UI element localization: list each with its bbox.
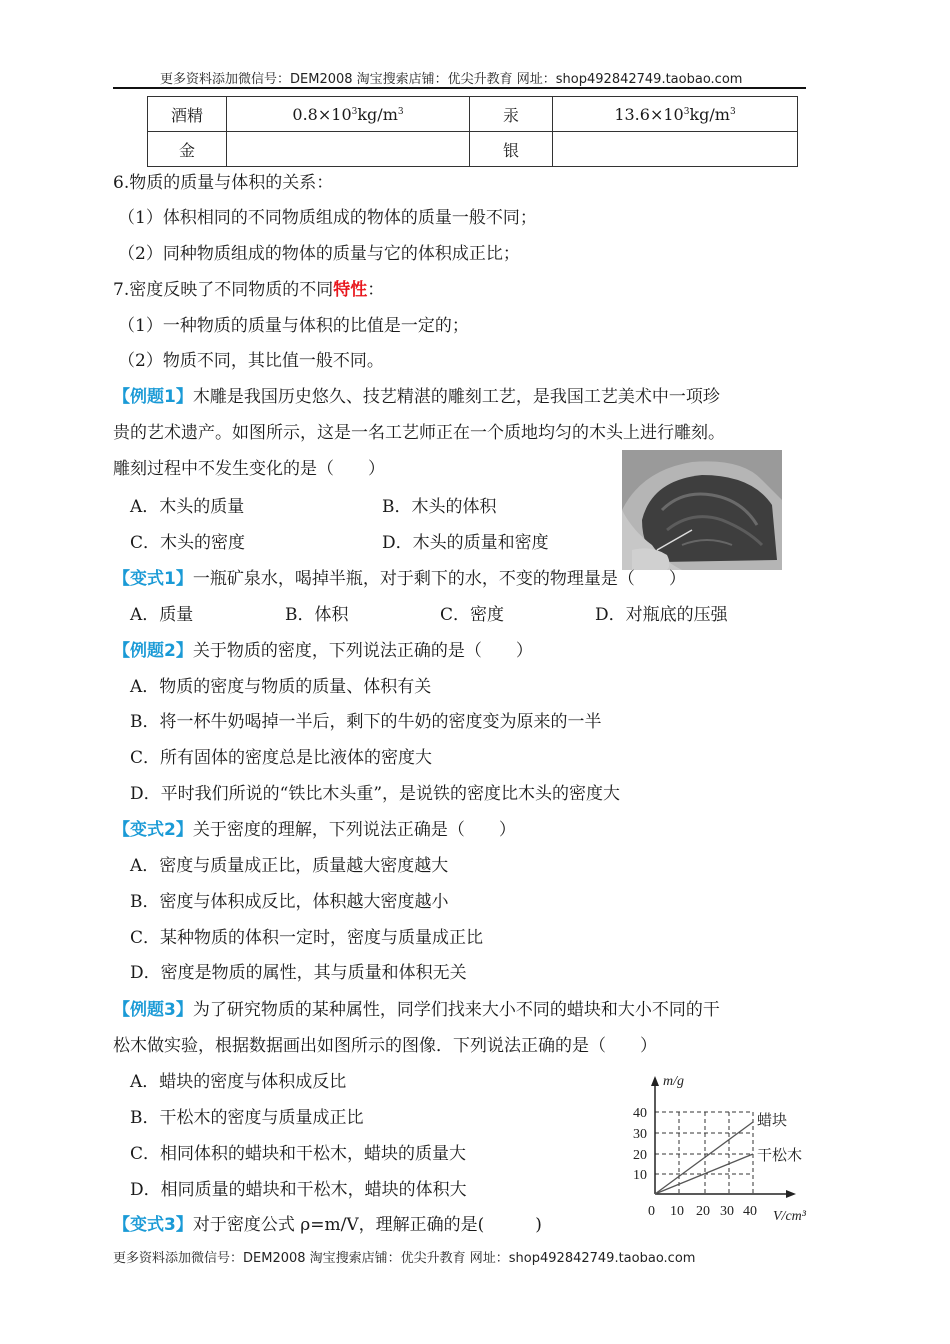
density-table [147,96,798,167]
density-exp: 3 [683,106,690,117]
option-a: A．质量 [130,605,194,625]
x-axis-arrow-icon [786,1190,796,1198]
table-cell-substance: 银 [470,132,553,167]
option-a: A．密度与质量成正比，质量越大密度越大 [130,856,449,876]
option-c: C．某种物质的体积一定时，密度与质量成正比 [130,928,484,948]
option-c: C．所有固体的密度总是比液体的密度大 [130,748,433,768]
question-text: 关于密度的理解，下列说法正确是（ ） [192,820,516,840]
example-tag: 【例题3】 [113,1000,193,1020]
example-2-question [113,639,533,663]
example-3-question [113,998,720,1022]
svg-text:10: 10 [633,1168,647,1183]
example-tag: 【例题2】 [113,641,193,661]
svg-text:30: 30 [720,1204,734,1219]
density-exp: 3 [351,106,358,117]
section-6-item: （1）体积相同的不同物质组成的物体的质量一般不同； [118,208,537,228]
option-b: B．将一杯牛奶喝掉一半后，剩下的牛奶的密度变为原来的一半 [130,712,602,732]
question-text: 木雕是我国历史悠久、技艺精湛的雕刻工艺，是我国工艺美术中一项珍 [192,387,720,407]
density-base: 0.8×10 [292,104,352,124]
question-text: 为了研究物质的某种属性，同学们找来大小不同的蜡块和大小不同的干 [192,1000,720,1020]
section-7-title-suffix: ： [367,280,385,300]
density-base: 13.6×10 [614,104,684,124]
question-text: 一瓶矿泉水，喝掉半瓶，对于剩下的水，不变的物理量是（ ） [192,569,686,589]
section-7-item: （1）一种物质的质量与体积的比值是一定的； [118,316,469,336]
section-7-item: （2）物质不同，其比值一般不同。 [118,351,384,371]
highlight-keyword: 特性 [333,280,368,300]
svg-text:30: 30 [633,1127,647,1142]
table-cell-substance: 汞 [470,97,553,132]
option-d: D．平时我们所说的“铁比木头重”，是说铁的密度比木头的密度大 [130,784,621,804]
example-1-line: 贵的艺术遗产。如图所示，这是一名工艺师正在一个质地均匀的木头上进行雕刻。 [113,423,725,443]
svg-text:0: 0 [648,1204,655,1219]
variant-tag: 【变式1】 [113,569,193,589]
option-c: C．相同体积的蜡块和干松木，蜡块的质量大 [130,1144,467,1164]
table-cell-substance: 金 [148,132,227,167]
table-row [148,132,798,167]
page-footer-text: 更多资料添加微信号：DEM2008 淘宝搜索店铺：优尖升教育 网址：shop492842749.taobao.com [113,1251,696,1266]
density-unit: kg/m [357,104,398,124]
option-b: B．体积 [285,605,349,625]
svg-text:V/cm³: V/cm³ [773,1209,806,1224]
option-d: D．密度是物质的属性，其与质量和体积无关 [130,963,467,983]
variant-tag: 【变式2】 [113,820,193,840]
table-cell-substance: 酒精 [148,97,227,132]
option-a: A．木头的质量 [130,497,245,517]
density-unit: kg/m [689,104,730,124]
table-cell-density [553,97,798,132]
wood-carving-photo [622,450,782,570]
mass-volume-graph [620,1065,835,1230]
option-d: D．木头的质量和密度 [382,533,549,553]
density-unit-exp: 3 [397,106,404,117]
variant-2-question [113,818,516,842]
section-7-title [113,278,384,302]
svg-text:20: 20 [696,1204,710,1219]
wood-carving-image-icon [622,450,782,570]
variant-tag: 【变式3】 [113,1215,193,1235]
svg-text:10: 10 [670,1204,684,1219]
svg-text:40: 40 [743,1204,757,1219]
table-cell-density [227,97,470,132]
variant-3-question [113,1213,542,1237]
example-1-line: 雕刻过程中不发生变化的是（ ） [113,459,385,479]
option-c: C．密度 [440,605,505,625]
density-unit-exp: 3 [729,106,736,117]
svg-text:蜡块: 蜡块 [757,1111,788,1129]
svg-text:干松木: 干松木 [757,1146,803,1164]
svg-text:20: 20 [633,1148,647,1163]
option-b: B．密度与体积成反比，体积越大密度越小 [130,892,449,912]
option-a: A．物质的密度与物质的质量、体积有关 [130,677,432,697]
question-text: 关于物质的密度，下列说法正确的是（ ） [192,641,533,661]
svg-text:40: 40 [633,1106,647,1121]
example-3-line: 松木做实验，根据数据画出如图所示的图像．下列说法正确的是（ ） [113,1036,657,1056]
table-cell-density [227,132,470,167]
example-1-question [113,385,720,409]
option-b: B．干松木的密度与质量成正比 [130,1108,364,1128]
y-axis-arrow-icon [651,1076,659,1086]
table-row [148,97,798,132]
option-c: C．木头的密度 [130,533,246,553]
question-text: 对于密度公式 ρ=m/V，理解正确的是( ) [192,1215,542,1235]
page-header-text: 更多资料添加微信号：DEM2008 淘宝搜索店铺：优尖升教育 网址：shop492842749.taobao.com [160,72,743,87]
section-6-title: 6.物质的质量与体积的关系： [113,173,334,193]
variant-1-question [113,567,686,591]
option-d: D．对瓶底的压强 [595,605,728,625]
option-a: A．蜡块的密度与体积成反比 [130,1072,347,1092]
svg-text:m/g: m/g [663,1074,684,1089]
header-divider [113,87,806,89]
example-tag: 【例题1】 [113,387,193,407]
table-cell-density [553,132,798,167]
section-7-title-text: 7.密度反映了不同物质的不同 [113,280,334,300]
option-d: D．相同质量的蜡块和干松木，蜡块的体积大 [130,1180,467,1200]
section-6-item: （2）同种物质组成的物体的质量与它的体积成正比； [118,244,520,264]
option-b: B．木头的体积 [382,497,497,517]
